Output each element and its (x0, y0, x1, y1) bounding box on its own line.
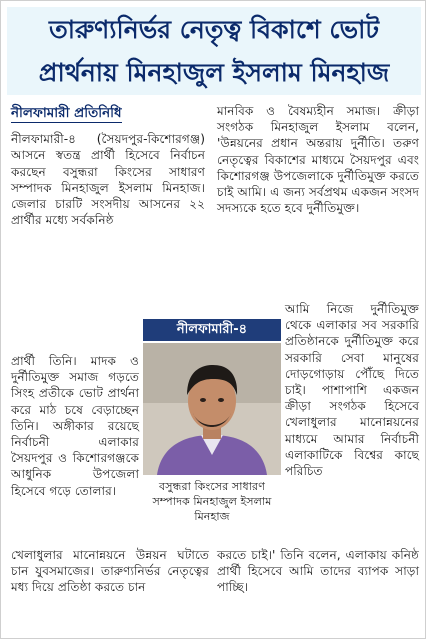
headline-line-2: প্রার্থনায় মিনহাজুল ইসলাম মিনহাজ (38, 58, 390, 87)
right-paragraph-narrow: আমি নিজে দুর্নীতিমুক্ত থেকে এলাকার সব সরকারি প্রতিষ্ঠানকে দুর্নীতিমুক্ত করে সরকারি সেবা মানুষের দোড়গোড়ায় পৌঁছে দিতে চাই। পাশাপাশি একজন ক্রীড়া সংগঠক হিসেবে খেলাধুলার মানোন্নয়নের মাধ্যমে আমার নির্বাচনী এলাকাটিকে বিশ্বের কাছে পরিচিত (285, 302, 419, 479)
photo-box (143, 319, 281, 545)
headline-block (7, 7, 421, 95)
left-column (11, 105, 205, 228)
left-paragraph-top: নীলফামারী-৪ (সৈয়দপুর-কিশোরগঞ্জ) আসনে স্বতন্ত্র প্রার্থী হিসেবে নির্বাচন করছেন বসুন্ধরা কিংসের সাধারণ সম্পাদক মিনহাজুল ইসলাম মিনহাজ। জেলার চারটি সংসদীয় আসনের ২২ প্রার্থীর মধ্যে সর্বকনিষ্ঠ (11, 132, 205, 228)
candidate-portrait-icon (143, 343, 281, 475)
candidate-photo (143, 343, 281, 475)
headline-line-1: তারুণ্যনির্ভর নেতৃত্ব বিকাশে ভোট (48, 15, 379, 44)
constituency-tag: নীলফামারী-৪ (143, 319, 281, 341)
photo-caption: বসুন্ধরা কিংসের সাধারণ সম্পাদক মিনহাজুল ইসলাম মিনহাজ (152, 480, 272, 523)
left-paragraph-bottom: খেলাধুলার মানোন্নয়নে উন্নয়ন ঘটাতে চান যুবসমাজের। তারুণ্যনির্ভর নেতৃত্বের মধ্য দিয়ে প্রতিষ্ঠা করতে চান (11, 548, 209, 595)
right-paragraph-bottom: করতে চাই।' তিনি বলেন, এলাকায় কনিষ্ঠ প্রার্থী হিসেবে আমি তাদের ব্যাপক সাড়া পাচ্ছি। (217, 548, 419, 595)
byline: নীলফামারী প্রতিনিধি (11, 105, 122, 123)
right-paragraph-top: মানবিক ও বৈষম্যহীন সমাজ। ক্রীড়া সংগঠক মিনহাজুল ইসলাম বলেন, 'উন্নয়নের প্রধান অন্তরায় দুর্নীতি। তরুণ নেতৃত্বের বিকাশের মাধ্যমে সৈয়দপুর এবং কিশোরগঞ্জ উপজেলাকে দুর্নীতিমুক্ত করতে চাই আমি। এ জন্য সর্বপ্রথম একজন সংসদ সদস্যকে হতে হবে দুর্নীতিমুক্ত। (217, 104, 419, 216)
left-paragraph-narrow: প্রার্থী তিনি। মাদক ও দুর্নীতিমুক্ত সমাজ গড়তে সিংহ প্রতীকে ভোট প্রার্থনা করে মাঠ চষে বেড়াচ্ছেন তিনি। অঙ্গীকার রয়েছে নির্বাচনী এলাকার সৈয়দপুর ও কিশোরগঞ্জকে আধুনিক উপজেলা হিসেবে গড়ে তোলার। (11, 354, 139, 498)
